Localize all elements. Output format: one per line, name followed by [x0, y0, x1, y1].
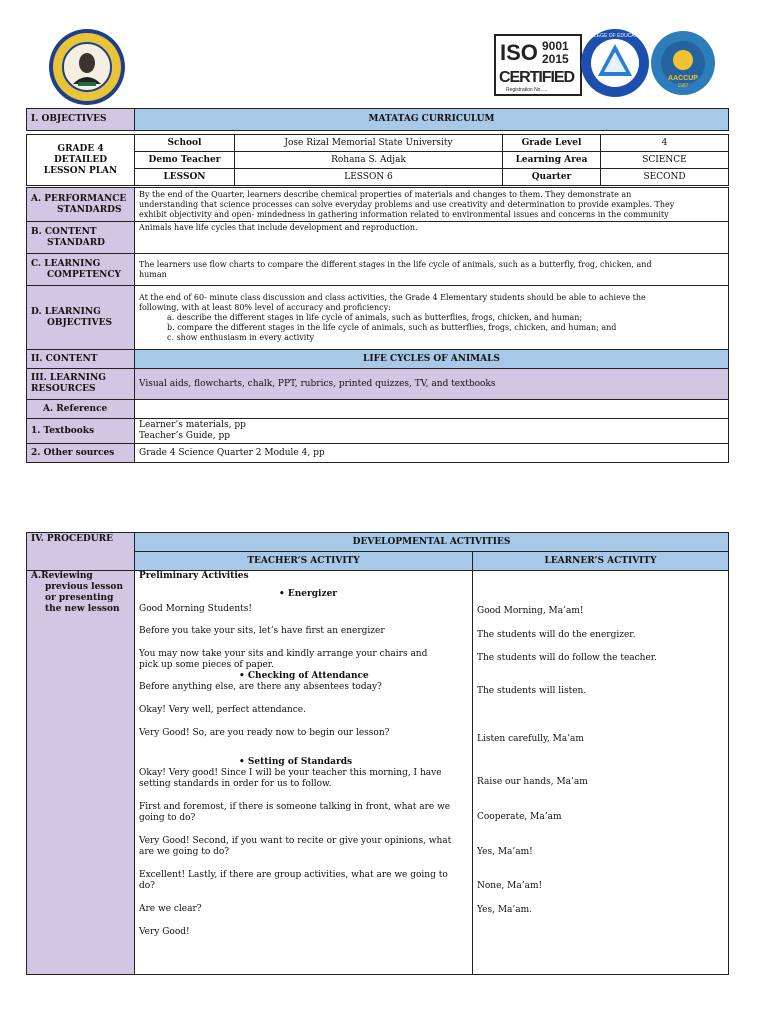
objectives-heading: I. OBJECTIVES — [27, 109, 135, 131]
other-sources-text: Grade 4 Science Quarter 2 Module 4, pp — [135, 444, 729, 463]
teacher-activity-heading: TEACHER’S ACTIVITY — [135, 552, 473, 571]
grade-level-label: Grade Level — [503, 135, 601, 152]
objectives-header-table — [26, 108, 729, 131]
standards-heading: • Setting of Standards — [239, 757, 353, 767]
svg-text:9001: 9001 — [542, 39, 569, 53]
other-sources-label: 2. Other sources — [27, 444, 135, 463]
quarter-label: Quarter — [503, 169, 601, 186]
content-standard-label: B. CONTENT STANDARD — [27, 222, 135, 254]
textbooks-label: 1. Textbooks — [27, 419, 135, 444]
teacher-activity-column: Preliminary Activities • Energizer Good Morning Students! Before you take your sits, let’s have first an energizer You may now take your sits and kindly arrange your chairs and pick up some pieces of paper. • Checking of Attendance Before anything else, are there any absentees today? Okay! Very well, perfect attendance. Very Good! So, are you ready now to begin our lesson? • Setting of Standards Okay! Very good! Since I will be your teacher this morning, I have setting standards in order for us to follow. First and foremost, if there is someone talking in front, what are we going to do? Very Good! Second, if you want to recite or give your opinions, what are we going to do? Excellent! Lastly, if there are group activities, what are we going to do? Are we clear? Very Good! — [135, 571, 473, 975]
learning-competency-label: C. LEARNING COMPETENCY — [27, 254, 135, 286]
performance-standards-text: By the end of the Quarter, learners describe chemical properties of materials and changes to them. They demonstrate an understanding that science processes can solve everyday problems and use creativity and determination to provide examples. They exhibit objectivity and open- mindedness in gathering information related to environmental issues and concerns in the community — [135, 188, 729, 222]
aaccup-logo — [650, 30, 716, 96]
school-value: Jose Rizal Memorial State University — [235, 135, 503, 152]
curriculum-title: MATATAG CURRICULUM — [135, 109, 729, 131]
content-title: LIFE CYCLES OF ANIMALS — [135, 350, 729, 369]
learner-activity-column: Good Morning, Ma’am! The students will do the energizer. The students will do follow the teacher. The students will listen. Listen carefully, Ma’am Raise our hands, Ma’am Cooperate, Ma’am Yes, Ma’am! None, Ma’am! Yes, Ma’am. — [473, 571, 729, 975]
plan-title: GRADE 4 DETAILED LESSON PLAN — [27, 135, 135, 186]
grade-level-value: 4 — [601, 135, 729, 152]
svg-text:AACCUP: AACCUP — [668, 75, 698, 82]
university-seal — [48, 28, 126, 106]
svg-text:ISO: ISO — [500, 40, 538, 65]
school-label: School — [135, 135, 235, 152]
energizer-heading: • Energizer — [279, 589, 338, 599]
content-standard-text: Animals have life cycles that include development and reproduction. — [135, 222, 729, 254]
iso-certified-logo — [494, 34, 582, 96]
objective-item: c. show enthusiasm in every activity — [167, 332, 315, 342]
svg-text:COLLEGE OF EDUCATION: COLLEGE OF EDUCATION — [583, 33, 647, 39]
lesson-label: LESSON — [135, 169, 235, 186]
learning-objectives-label: D. LEARNING OBJECTIVES — [27, 286, 135, 350]
standards-table — [26, 187, 729, 463]
objective-item: b. compare the different stages in the life cycle of animals, such as butterflies, frogs, chicken, and human; and — [167, 322, 617, 332]
quarter-value: SECOND — [601, 169, 729, 186]
preliminary-activities-heading: Preliminary Activities — [139, 571, 249, 581]
lesson-info-table — [26, 134, 729, 186]
svg-text:2015: 2015 — [542, 52, 569, 66]
learning-objectives-text: At the end of 60- minute class discussion and class activities, the Grade 4 Elementary students should be able to achieve the following, with at least 80% level of accuracy and proficiency: a. describe the different stages in life cycle of animals, such as butterflies, frogs, chicken, and human; b. compare the different stages in the life cycle of animals, such as butterflies, frogs, chicken, and human; and c. show enthusiasm in every activity — [135, 286, 729, 350]
textbooks-text: Learner’s materials, pp Teacher’s Guide, pp — [135, 419, 729, 444]
performance-standards-label: A. PERFORMANCE STANDARDS — [27, 188, 135, 222]
svg-text:1987: 1987 — [677, 83, 689, 89]
learning-area-value: SCIENCE — [601, 152, 729, 169]
reference-value — [135, 400, 729, 419]
learner-activity-heading: LEARNER’S ACTIVITY — [473, 552, 729, 571]
step-a-label: A.Reviewing previous lesson or presenting the new lesson — [27, 571, 135, 975]
svg-text:Registration No. ...: Registration No. ... — [506, 87, 548, 93]
learning-resources-label: III. LEARNING RESOURCES — [27, 369, 135, 400]
teacher-value: Rohana S. Adjak — [235, 152, 503, 169]
developmental-activities-title: DEVELOPMENTAL ACTIVITIES — [135, 533, 729, 552]
objective-item: a. describe the different stages in life cycle of animals, such as butterflies, frogs, chicken, and human; — [167, 312, 583, 322]
teacher-label: Demo Teacher — [135, 152, 235, 169]
college-of-education-seal — [580, 28, 650, 98]
learning-resources-text: Visual aids, flowcharts, chalk, PPT, rubrics, printed quizzes, TV, and textbooks — [135, 369, 729, 400]
procedure-label: IV. PROCEDURE — [27, 533, 135, 571]
svg-text:CERTIFIED: CERTIFIED — [499, 69, 575, 86]
learning-competency-text: The learners use flow charts to compare the different stages in the life cycle of animals, such as a butterfly, frog, chicken, and human — [135, 254, 729, 286]
content-label: II. CONTENT — [27, 350, 135, 369]
procedure-table — [26, 532, 729, 975]
reference-label: A. Reference — [27, 400, 135, 419]
attendance-heading: • Checking of Attendance — [239, 671, 369, 681]
learning-area-label: Learning Area — [503, 152, 601, 169]
lesson-value: LESSON 6 — [235, 169, 503, 186]
